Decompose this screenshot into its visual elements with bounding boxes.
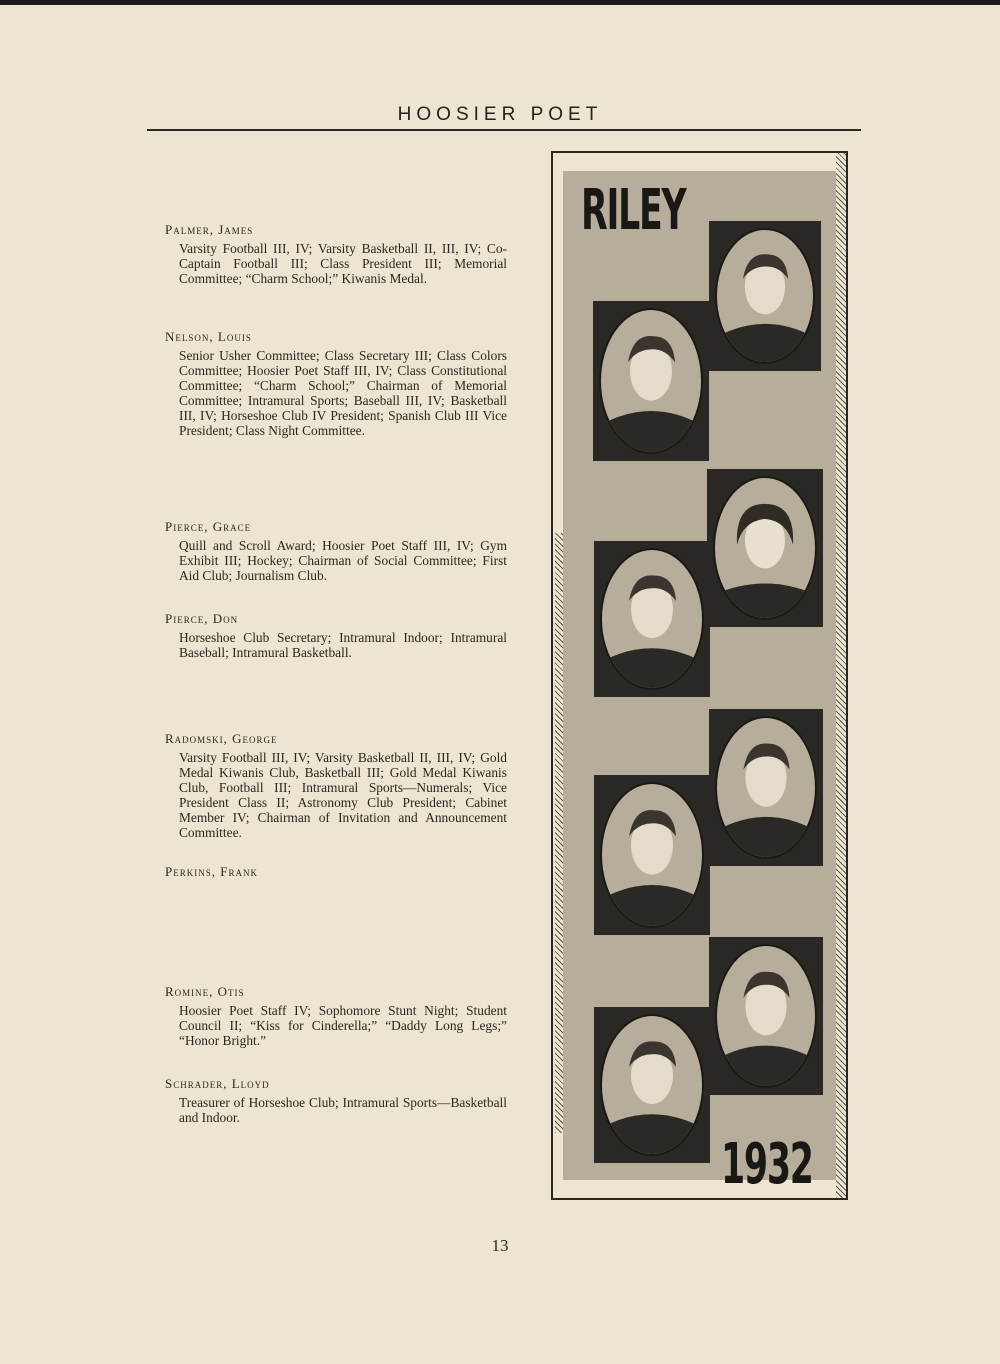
entry-perkins-frank xyxy=(165,864,507,883)
entry-activities: Horseshoe Club Secretary; Intramural Indoor; Intramural Baseball; Intramural Basketball. xyxy=(179,630,507,660)
entry-name: Nelson, Louis xyxy=(165,329,252,344)
entry-name: Palmer, James xyxy=(165,222,254,237)
portrait-schrader xyxy=(594,1007,710,1163)
entry-activities: Varsity Football III, IV; Varsity Basketball II, III, IV; Gold Medal Kiwanis Club, Basketball III; Gold Medal Kiwanis Club, Football III; Intramural Sports—Numerals; Vice President Class II; Astronomy Club President; Cabinet Member IV; Chairman of Invitation and Announcement Committee. xyxy=(179,750,507,840)
year-label: 1932 xyxy=(721,1132,813,1197)
school-name-title: RILEY xyxy=(581,178,686,243)
portrait-palmer xyxy=(709,221,821,371)
portrait-panel xyxy=(551,151,848,1200)
entry-activities: Senior Usher Committee; Class Secretary III; Class Colors Committee; Hoosier Poet Staff III, IV; Class Constitutional Committee; “Charm School;” Chairman of Memorial Committee; Intramural Sports; Baseball III, IV; Basketball III, IV; Horseshoe Club IV President; Spanish Club III Vice President; Class Night Committee. xyxy=(179,348,507,438)
entry-name: Radomski, George xyxy=(165,731,278,746)
page-header-title: HOOSIER POET xyxy=(397,104,603,125)
entry-name: Romine, Otis xyxy=(165,984,245,999)
decorative-stripe-right xyxy=(836,153,846,1198)
portrait-perkins xyxy=(594,775,710,935)
entry-pierce-grace xyxy=(165,519,507,583)
entry-romine-otis xyxy=(165,984,507,1048)
entry-palmer-james xyxy=(165,222,507,286)
portrait-romine xyxy=(709,937,823,1095)
panel-background xyxy=(563,171,836,1197)
entry-name: Pierce, Don xyxy=(165,611,239,626)
entry-name: Schrader, Lloyd xyxy=(165,1076,270,1091)
entry-name: Pierce, Grace xyxy=(165,519,252,534)
entry-schrader-lloyd xyxy=(165,1076,507,1125)
portrait-pierce-grace xyxy=(707,469,823,627)
entry-activities: Quill and Scroll Award; Hoosier Poet Staff III, IV; Gym Exhibit III; Hockey; Chairman of Social Committee; First Aid Club; Journalism Club. xyxy=(179,538,507,583)
portrait-radomski xyxy=(709,709,823,866)
decorative-stripe-left xyxy=(555,533,563,1133)
portrait-nelson xyxy=(593,301,709,461)
header-rule xyxy=(147,129,861,131)
entry-pierce-don xyxy=(165,611,507,660)
entry-activities: Varsity Football III, IV; Varsity Basketball II, III, IV; Co-Captain Football III; Class President III; Memorial Committee; “Charm School;” Kiwanis Medal. xyxy=(179,241,507,286)
entry-radomski-george xyxy=(165,731,507,840)
entry-name: Perkins, Frank xyxy=(165,864,258,879)
portrait-pierce-don xyxy=(594,541,710,697)
top-edge-rule xyxy=(0,0,1000,5)
entry-activities: Hoosier Poet Staff IV; Sophomore Stunt Night; Student Council II; “Kiss for Cinderella;” “Daddy Long Legs;” “Honor Bright.” xyxy=(179,1003,507,1048)
entry-nelson-louis xyxy=(165,329,507,438)
page-number: 13 xyxy=(491,1236,509,1255)
entry-activities: Treasurer of Horseshoe Club; Intramural Sports—Basketball and Indoor. xyxy=(179,1095,507,1125)
